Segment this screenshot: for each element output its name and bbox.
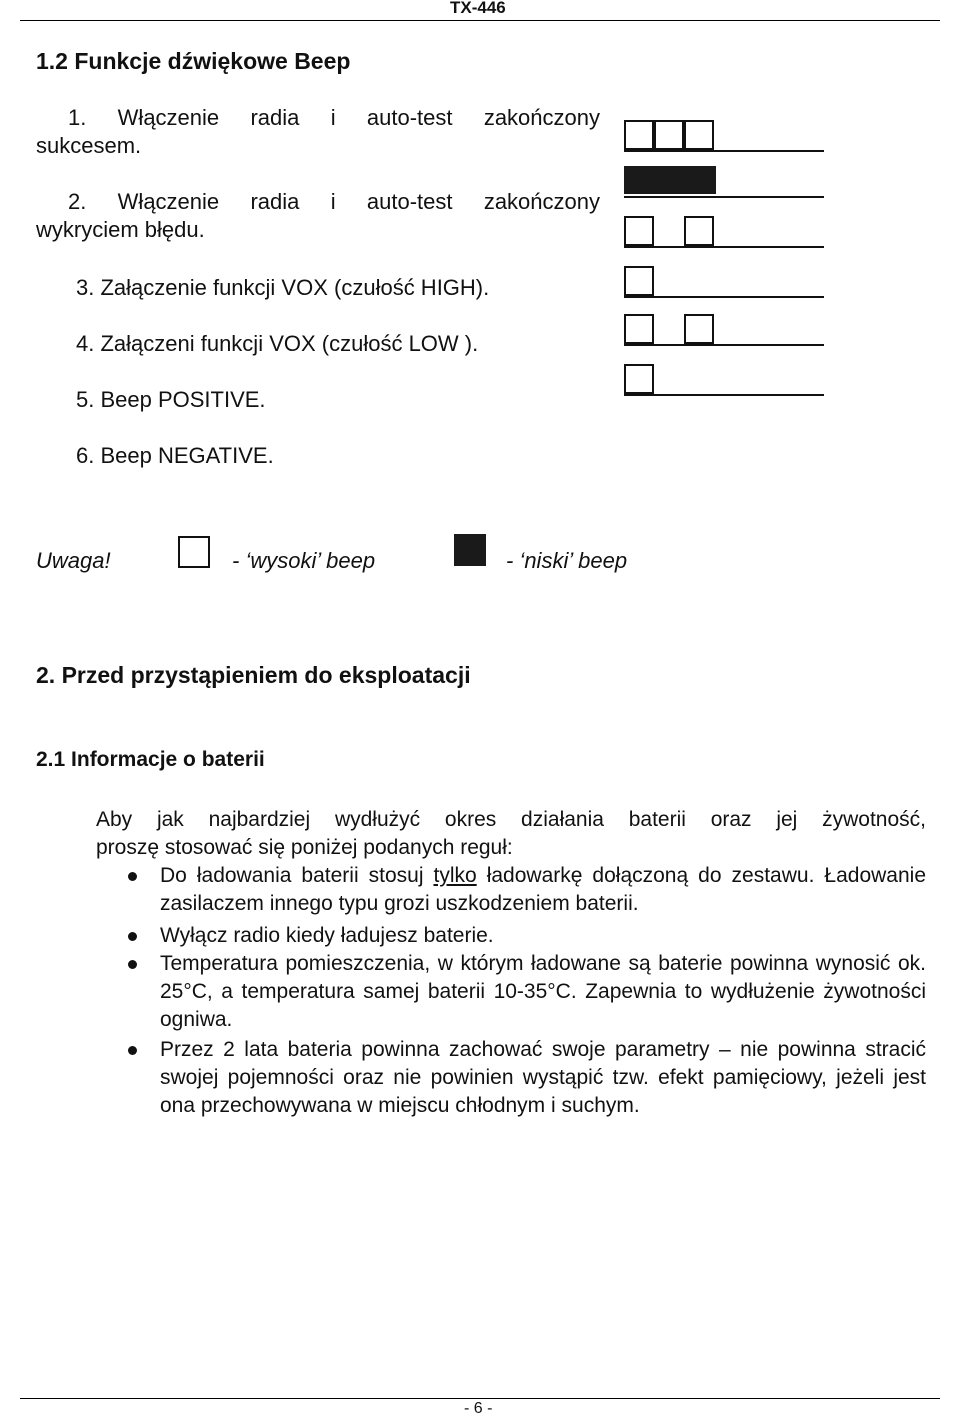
high-beep-icon (624, 120, 654, 150)
bullet-icon (128, 872, 137, 881)
battery-rule-2: Wyłącz radio kiedy ładujesz baterie. (160, 924, 494, 947)
list-item-6: 6. Beep NEGATIVE. (76, 443, 274, 468)
header-rule (20, 20, 940, 21)
battery-rule-3: Temperatura pomieszczenia, w którym ładowane są baterie powinna wynosić ok. 25°C, a temperatura samej baterii 10-35°C. Zapewnia to wydłużenie żywotności ogniwa. (160, 952, 926, 1031)
high-beep-icon (624, 266, 654, 296)
list-item-1 (36, 104, 600, 160)
list-item-1-line1: 1. Włączenie radia i auto-test zakończony (68, 105, 600, 130)
battery-intro-line2: proszę stosować się poniżej podanych reguł: (96, 836, 513, 859)
low-beep-long-icon (624, 166, 716, 194)
high-beep-icon (684, 120, 714, 150)
section-title-before-use: 2. Przed przystąpieniem do eksploatacji (36, 662, 471, 688)
bullet-icon (128, 960, 137, 969)
list-item-1-line2: sukcesem. (36, 133, 142, 158)
high-beep-icon (654, 120, 684, 150)
list-item-3: 3. Załączenie funkcji VOX (czułość HIGH). (76, 275, 490, 300)
high-beep-icon (624, 364, 654, 394)
beep-pattern-4 (624, 266, 824, 298)
high-beep-icon (624, 216, 654, 246)
battery-rule-4: Przez 2 lata bateria powinna zachować swoje parametry – nie powinna stracić swojej pojemności oraz nie powinien wystąpić tzw. efekt pamięciowy, jeżeli jest ona przechowywana w miejscu chłodnym i suchym. (160, 1038, 926, 1117)
section-title-battery-info: 2.1 Informacje o baterii (36, 748, 265, 771)
beep-pattern-3 (624, 216, 824, 248)
beep-pattern-2 (624, 166, 824, 198)
high-beep-legend-label: - ‘wysoki’ beep (232, 548, 376, 573)
high-beep-icon (624, 314, 654, 344)
battery-rule-1-text: Do ładowania baterii stosuj (160, 864, 434, 887)
low-beep-legend-label: - ‘niski’ beep (506, 548, 628, 573)
list-item-2 (36, 188, 600, 244)
list-item-2-line1: 2. Włączenie radia i auto-test zakończony (68, 189, 600, 214)
list-item-4: 4. Załączeni funkcji VOX (czułość LOW ). (76, 331, 479, 356)
list-item-5: 5. Beep POSITIVE. (76, 387, 266, 412)
page-number: - 6 - (464, 1400, 493, 1417)
section-title-beep: 1.2 Funkcje dźwiękowe Beep (36, 48, 351, 74)
battery-intro (96, 806, 926, 862)
list-item-2-line2: wykryciem błędu. (36, 217, 205, 242)
battery-rule-1-text-end: ładowarkę dołączoną do zestawu. Ładowanie zasilaczem innego typu grozi uszkodzeniem baterii. (160, 864, 926, 915)
battery-intro-line1: Aby jak najbardziej wydłużyć okres działania baterii oraz jej żywotność, (96, 808, 926, 831)
bullet-icon (128, 932, 137, 941)
high-beep-icon (684, 314, 714, 344)
note-label: Uwaga! (36, 548, 111, 573)
high-beep-icon (684, 216, 714, 246)
bullet-icon (128, 1046, 137, 1055)
beep-pattern-figure (614, 110, 856, 450)
high-beep-legend-icon (178, 536, 210, 568)
document-id: TX-446 (450, 0, 506, 17)
beep-pattern-6 (624, 364, 824, 396)
beep-pattern-1 (624, 120, 824, 152)
battery-rule-1 (160, 862, 926, 918)
low-beep-legend-icon (454, 534, 486, 566)
beep-pattern-5 (624, 314, 824, 346)
battery-rule-1-emphasis: tylko (433, 864, 477, 887)
footer-rule (20, 1398, 940, 1399)
